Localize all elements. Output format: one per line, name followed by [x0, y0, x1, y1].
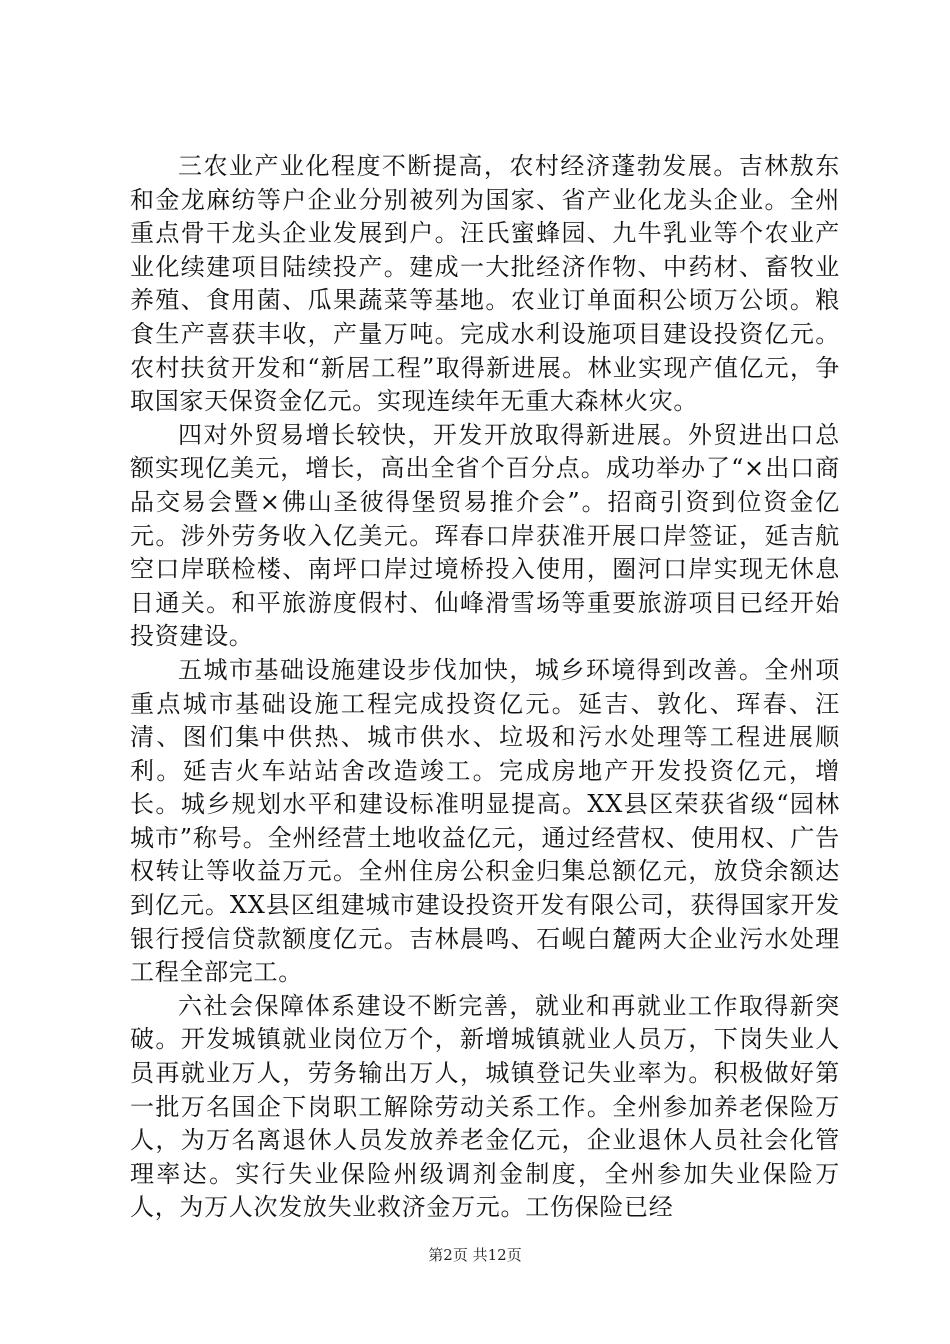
paragraph-agriculture: 三农业产业化程度不断提高，农村经济蓬勃发展。吉林敖东和金龙麻纺等户企业分别被列为国家、省产业化龙头企业。全州重点骨干龙头企业发展到户。汪氏蜜蜂园、九牛乳业等个农业产业化续建项目陆续投产。建成一大批经济作物、中药材、畜牧业养殖、食用菌、瓜果蔬菜等基地。农业订单面积公顷万公顷。粮食生产喜获丰收，产量万吨。完成水利设施项目建设投资亿元。农村扶贫开发和“新居工程”取得新进展。林业实现产值亿元，争取国家天保资金亿元。实现连续年无重大森林火灾。 — [130, 152, 840, 416]
document-body — [130, 150, 840, 1225]
paragraph-social-security: 六社会保障体系建设不断完善，就业和再就业工作取得新突破。开发城镇就业岗位万个，新增城镇就业人员万，下岗失业人员再就业万人，劳务输出万人，城镇登记失业率为。积极做好第一批万名国企下岗职工解除劳动关系工作。全州参加养老保险万人，为万名离退休人员发放养老金亿元，企业退休人员社会化管理率达。实行失业保险州级调剂金制度，全州参加失业保险万人，为万人次发放失业救济金万元。工伤保险已经 — [130, 991, 840, 1222]
page-footer: 第2页 共12页 — [428, 1246, 522, 1264]
paragraph-foreign-trade: 四对外贸易增长较快，开发开放取得新进展。外贸进出口总额实现亿美元，增长，高出全省个百分点。成功举办了“×出口商品交易会暨×佛山圣彼得堡贸易推介会”。招商引资到位资金亿元。涉外劳务收入亿美元。珲春口岸获准开展口岸签证，延吉航空口岸联检楼、南坪口岸过境桥投入使用，圈河口岸实现无休息日通关。和平旅游度假村、仙峰滑雪场等重要旅游项目已经开始投资建设。 — [130, 420, 840, 651]
paragraph-urban-infrastructure: 五城市基础设施建设步伐加快，城乡环境得到改善。全州项重点城市基础设施工程完成投资亿元。延吉、敦化、珲春、汪清、图们集中供热、城市供水、垃圾和污水处理等工程进展顺利。延吉火车站站舍改造竣工。完成房地产开发投资亿元，增长。城乡规划水平和建设标准明显提高。XX县区荣获省级“园林城市”称号。全州经营土地收益亿元，通过经营权、使用权、广告权转让等收益万元。全州住房公积金归集总额亿元，放贷余额达到亿元。XX县区组建城市建设投资开发有限公司，获得国家开发银行授信贷款额度亿元。吉林晨鸣、石岘白麓两大企业污水处理工程全部完工。 — [130, 655, 840, 987]
